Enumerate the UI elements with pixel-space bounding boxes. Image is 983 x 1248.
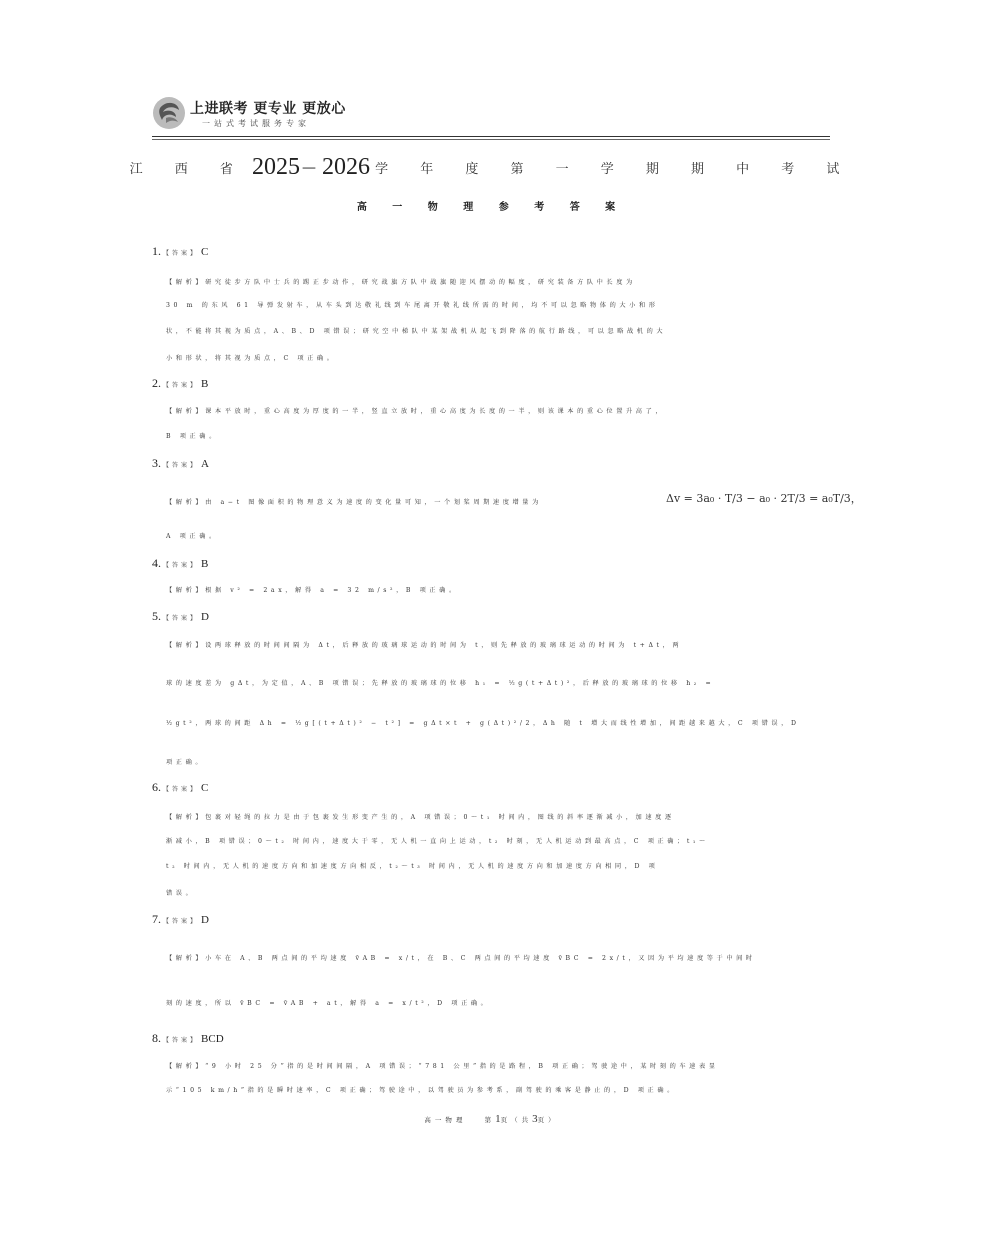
answer-value: B [201,378,209,390]
analysis-line: ½gt²，两球的间距 Δh = ½g[(t+Δt)² − t²] = gΔt×t + g(Δt)²/2，Δh 随 t 增大而线性增加，间距越来越大，C 项错误，D [166,720,800,727]
answer-value: A [201,458,209,470]
analysis-line: 【解析】小车在 A、B 两点间的平均速度 v̄AB = x/t，在 B、C 两点间的平均速度 v̄BC = 2x/t，又因为平均速度等于中间时 [166,955,756,962]
page-total: 3 [532,1113,538,1125]
analysis-line: A 项正确。 [166,533,219,540]
title-suffix: 学 年 度 第 一 学 期 期 中 考 试 [375,162,854,177]
analysis-line: 【解析】由 a−t 图像面积的物理意义为速度的变化量可知，一个划桨周期速度增量为 [166,499,542,506]
page-number: 1 [495,1113,501,1125]
analysis-line: 【解析】设两球释放的时间间隔为 Δt，后释放的玻璃球运动的时间为 t，则先释放的玻璃球运动的时间为 t+Δt，两 [166,642,683,649]
exam-title [0,154,983,181]
analysis-line: 渐减小，B 项错误；0～t₂ 时间内，速度大于零，无人机一直向上运动，t₂ 时刻，无人机运动到最高点，C 项正确；t₁～ [166,838,709,845]
answer-value: BCD [201,1033,224,1045]
analysis-line: 错误。 [166,890,196,897]
analysis-line: 刻的速度，所以 v̄BC = v̄AB + at，解得 a = x/t²，D 项正确。 [166,1000,491,1007]
analysis-line: 球的速度差为 gΔt，为定值，A、B 项错误；先释放的玻璃球的位移 h₁ = ½g(t+Δt)²，后释放的玻璃球的位移 h₂ = [166,680,715,687]
title-province: 江 西 省 [129,162,247,177]
analysis-line: 项正确。 [166,759,206,766]
title-year-sep: — [301,159,316,176]
title-year-start: 2025 [251,154,300,180]
analysis-line: 状，不能将其视为质点，A、B、D 项错误；研究空中梯队中某架战机从起飞到降落的航行路线，可以忽略战机的大 [166,328,667,335]
answer-heading-6: 6. 【答案】 C [152,780,209,794]
analysis-line: 示“105 km/h”指的是瞬时速率，C 项正确；驾驶途中，以驾驶员为参考系，副驾驶的乘客是静止的，D 项正确。 [166,1087,677,1094]
answer-value: C [201,246,209,258]
answer-value: D [201,611,209,623]
answer-heading-2: 2. 【答案】 B [152,376,209,390]
header-rule-thick [152,136,830,137]
analysis-line: t₂ 时间内，无人机的速度方向和加速度方向相反，t₂～t₃ 时间内，无人机的速度方向和加速度方向相同，D 项 [166,863,659,870]
analysis-line: 【解析】包裹对轻绳的拉力是由于包裹发生形变产生的，A 项错误；0～t₁ 时间内，图线的斜率逐渐减小，加速度逐 [166,814,675,821]
answer-heading-4: 4. 【答案】 B [152,556,209,570]
answer-heading-3: 3. 【答案】 A [152,456,209,470]
analysis-line: 【解析】“9 小时 25 分”指的是时间间隔，A 项错误；“781 公里”指的是路程，B 项正确；驾驶途中，某时刻的车速表显 [166,1063,719,1070]
analysis-line: 【解析】课本平放时，重心高度为厚度的一半，竖直立放时，重心高度为长度的一半，则该课本的重心位置升高了， [166,408,666,415]
exam-subtitle: 高 一 物 理 参 考 答 案 [356,202,627,213]
title-year-end: 2026 [321,154,370,180]
analysis-line: 【解析】研究徒步方队中士兵的踢正步动作，研究战旗方队中战旗随迎风摆动的幅度，研究装备方队中长度为 [166,279,636,286]
page-footer: 高一物理 第1页（共3页） [424,1113,559,1125]
brand-swirl-icon [152,96,186,130]
analysis-line: 小和形状，将其视为质点，C 项正确。 [166,355,337,362]
answer-value: D [201,914,209,926]
analysis-line: 30 m 的东风 61 导弹发射车，从车头到达敬礼线到车尾离开敬礼线所需的时间，均不可以忽略物体的大小和形 [166,302,659,309]
footer-subject: 高一物理 [424,1116,467,1124]
answer-value: C [201,782,209,794]
answer-heading-5: 5. 【答案】 D [152,609,209,623]
answer-value: B [201,558,209,570]
answer-heading-7: 7. 【答案】 D [152,912,209,926]
answer-heading-1: 1. 【答案】 C [152,244,209,258]
brand-slogan: 一站式考试服务专家 [202,119,310,128]
header-rule-thin [152,139,830,140]
analysis-line: 【解析】根据 v² = 2ax，解得 a = 32 m/s²，B 项正确。 [166,587,459,594]
velocity-formula: Δv = 3a₀ · T/3 − a₀ · 2T/3 = a₀T/3， [666,492,862,505]
brand-logo [152,96,352,136]
brand-name: 上进联考 更专业 更放心 [190,101,346,117]
analysis-line: B 项正确。 [166,433,219,440]
answer-heading-8: 8. 【答案】 BCD [152,1031,224,1045]
